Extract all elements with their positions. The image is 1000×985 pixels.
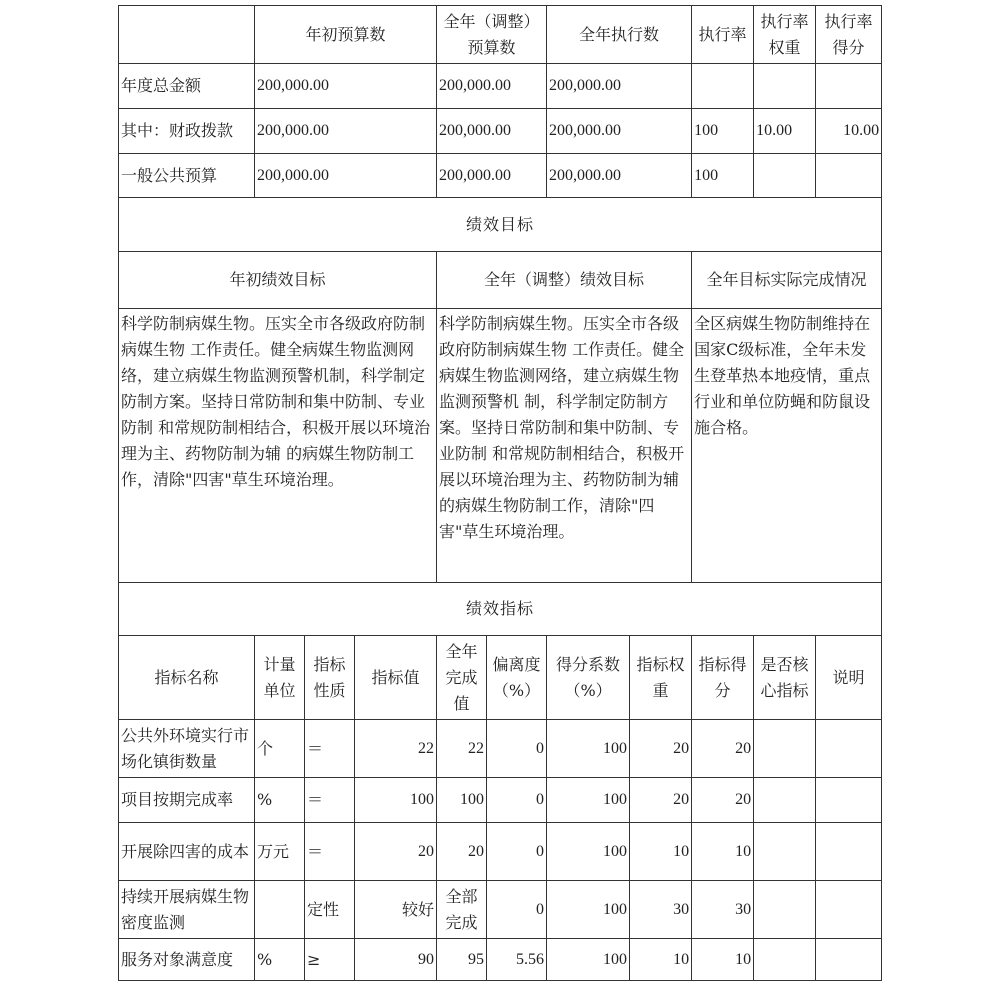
indicator-score: 30 — [692, 881, 754, 939]
goals-content-row — [119, 309, 882, 583]
indicator-deviation: 0 — [487, 823, 547, 881]
indicators-section-row — [119, 583, 882, 636]
indicator-weight: 20 — [630, 720, 692, 778]
indicator-core — [754, 823, 816, 881]
budget-row-score: 10.00 — [816, 109, 882, 154]
budget-header-row — [119, 6, 882, 64]
budget-header-weight: 执行率权重 — [754, 6, 816, 64]
indicator-nature: 定性 — [305, 881, 355, 939]
indicator-core — [754, 778, 816, 823]
indicator-row — [119, 939, 882, 981]
indicator-note — [816, 881, 882, 939]
indicator-nature: ≥ — [305, 939, 355, 981]
indicator-coefficient: 100 — [547, 823, 630, 881]
goals-header-actual: 全年目标实际完成情况 — [692, 252, 882, 309]
budget-header-blank — [119, 6, 255, 64]
indicator-value: 100 — [355, 778, 437, 823]
indicator-row — [119, 720, 882, 778]
indicator-nature: ＝ — [305, 823, 355, 881]
budget-row-adjusted: 200,000.00 — [437, 64, 547, 109]
indicator-header-core: 是否核心指标 — [754, 636, 816, 720]
budget-row-executed: 200,000.00 — [547, 154, 692, 198]
indicator-header-coefficient: 得分系数（%） — [547, 636, 630, 720]
indicator-completed: 20 — [437, 823, 487, 881]
goals-section-title: 绩效目标 — [119, 198, 882, 252]
indicator-row — [119, 778, 882, 823]
budget-row-executed: 200,000.00 — [547, 64, 692, 109]
indicator-weight: 10 — [630, 939, 692, 981]
indicator-coefficient: 100 — [547, 778, 630, 823]
indicator-score: 20 — [692, 778, 754, 823]
indicator-header-unit: 计量单位 — [255, 636, 305, 720]
indicator-deviation: 0 — [487, 881, 547, 939]
indicator-coefficient: 100 — [547, 881, 630, 939]
budget-row-weight — [754, 154, 816, 198]
indicator-header-deviation: 偏离度（%） — [487, 636, 547, 720]
indicator-completed: 全部完成 — [437, 881, 487, 939]
indicators-section-title: 绩效指标 — [119, 583, 882, 636]
budget-row — [119, 109, 882, 154]
budget-header-initial: 年初预算数 — [255, 6, 437, 64]
indicator-name: 持续开展病媒生物密度监测 — [119, 881, 255, 939]
indicator-unit: % — [255, 939, 305, 981]
indicator-name: 服务对象满意度 — [119, 939, 255, 981]
budget-row-weight: 10.00 — [754, 109, 816, 154]
indicator-value: 较好 — [355, 881, 437, 939]
indicator-unit: 万元 — [255, 823, 305, 881]
indicator-header-row — [119, 636, 882, 720]
indicator-header-value: 指标值 — [355, 636, 437, 720]
goal-actual-text: 全区病媒生物防制维持在国家C级标准，全年未发生登革热本地疫情，重点行业和单位防蝇和防鼠设施合格。 — [692, 309, 882, 583]
budget-row — [119, 64, 882, 109]
budget-row-rate: 100 — [692, 154, 754, 198]
indicator-note — [816, 823, 882, 881]
indicator-value: 90 — [355, 939, 437, 981]
indicator-score: 10 — [692, 939, 754, 981]
budget-header-executed: 全年执行数 — [547, 6, 692, 64]
indicator-weight: 30 — [630, 881, 692, 939]
indicator-note — [816, 939, 882, 981]
indicator-unit: % — [255, 778, 305, 823]
budget-row-label: 年度总金额 — [119, 64, 255, 109]
indicator-deviation: 0 — [487, 778, 547, 823]
indicator-note — [816, 778, 882, 823]
goal-initial-text: 科学防制病媒生物。压实全市各级政府防制病媒生物 工作责任。健全病媒生物监测网络，建立病媒生物监测预警机制，科学制定防制方案。坚持日常防制和集中防制、专业防制 和常规防制相结合，积极开展以环境治理为主、药物防制为辅 的病媒生物防制工作，清除"四害"草生环境治理。 — [119, 309, 437, 583]
goals-section-row — [119, 198, 882, 252]
indicator-core — [754, 939, 816, 981]
indicator-row — [119, 881, 882, 939]
goals-header-initial: 年初绩效目标 — [119, 252, 437, 309]
budget-row-label: 其中：财政拨款 — [119, 109, 255, 154]
indicator-header-score: 指标得分 — [692, 636, 754, 720]
budget-header-score: 执行率得分 — [816, 6, 882, 64]
indicator-name: 项目按期完成率 — [119, 778, 255, 823]
budget-header-rate: 执行率 — [692, 6, 754, 64]
goals-header-adjusted: 全年（调整）绩效目标 — [437, 252, 692, 309]
budget-row-score — [816, 64, 882, 109]
budget-row-rate — [692, 64, 754, 109]
indicator-header-nature: 指标性质 — [305, 636, 355, 720]
budget-row-initial: 200,000.00 — [255, 154, 437, 198]
indicator-weight: 20 — [630, 778, 692, 823]
indicator-unit: 个 — [255, 720, 305, 778]
indicator-core — [754, 720, 816, 778]
budget-row-initial: 200,000.00 — [255, 64, 437, 109]
indicator-score: 20 — [692, 720, 754, 778]
indicator-completed: 22 — [437, 720, 487, 778]
performance-table — [118, 5, 882, 981]
indicator-name: 公共外环境实行市场化镇街数量 — [119, 720, 255, 778]
budget-row-score — [816, 154, 882, 198]
indicator-header-completed: 全年完成值 — [437, 636, 487, 720]
indicator-completed: 95 — [437, 939, 487, 981]
indicator-core — [754, 881, 816, 939]
indicator-value: 20 — [355, 823, 437, 881]
goal-adjusted-text: 科学防制病媒生物。压实全市各级政府防制病媒生物 工作责任。健全病媒生物监测网络，建立病媒生物监测预警机 制，科学制定防制方案。坚持日常防制和集中防制、专业防制 和常规防制相结合，积极开展以环境治理为主、药物防制为辅的病媒生物防制工作，清除"四害"草生环境治理。 — [437, 309, 692, 583]
budget-header-adjusted: 全年（调整）预算数 — [437, 6, 547, 64]
indicator-completed: 100 — [437, 778, 487, 823]
budget-row-adjusted: 200,000.00 — [437, 109, 547, 154]
indicator-weight: 10 — [630, 823, 692, 881]
budget-row-rate: 100 — [692, 109, 754, 154]
indicator-deviation: 5.56 — [487, 939, 547, 981]
budget-row-adjusted: 200,000.00 — [437, 154, 547, 198]
indicator-header-note: 说明 — [816, 636, 882, 720]
goals-header-row — [119, 252, 882, 309]
indicator-nature: ＝ — [305, 720, 355, 778]
indicator-name: 开展除四害的成本 — [119, 823, 255, 881]
indicator-coefficient: 100 — [547, 720, 630, 778]
budget-row-initial: 200,000.00 — [255, 109, 437, 154]
indicator-score: 10 — [692, 823, 754, 881]
indicator-value: 22 — [355, 720, 437, 778]
indicator-deviation: 0 — [487, 720, 547, 778]
indicator-header-weight: 指标权重 — [630, 636, 692, 720]
budget-row — [119, 154, 882, 198]
budget-row-executed: 200,000.00 — [547, 109, 692, 154]
indicator-coefficient: 100 — [547, 939, 630, 981]
budget-row-label: 一般公共预算 — [119, 154, 255, 198]
indicator-nature: ＝ — [305, 778, 355, 823]
budget-row-weight — [754, 64, 816, 109]
indicator-row — [119, 823, 882, 881]
indicator-unit — [255, 881, 305, 939]
indicator-note — [816, 720, 882, 778]
indicator-header-name: 指标名称 — [119, 636, 255, 720]
